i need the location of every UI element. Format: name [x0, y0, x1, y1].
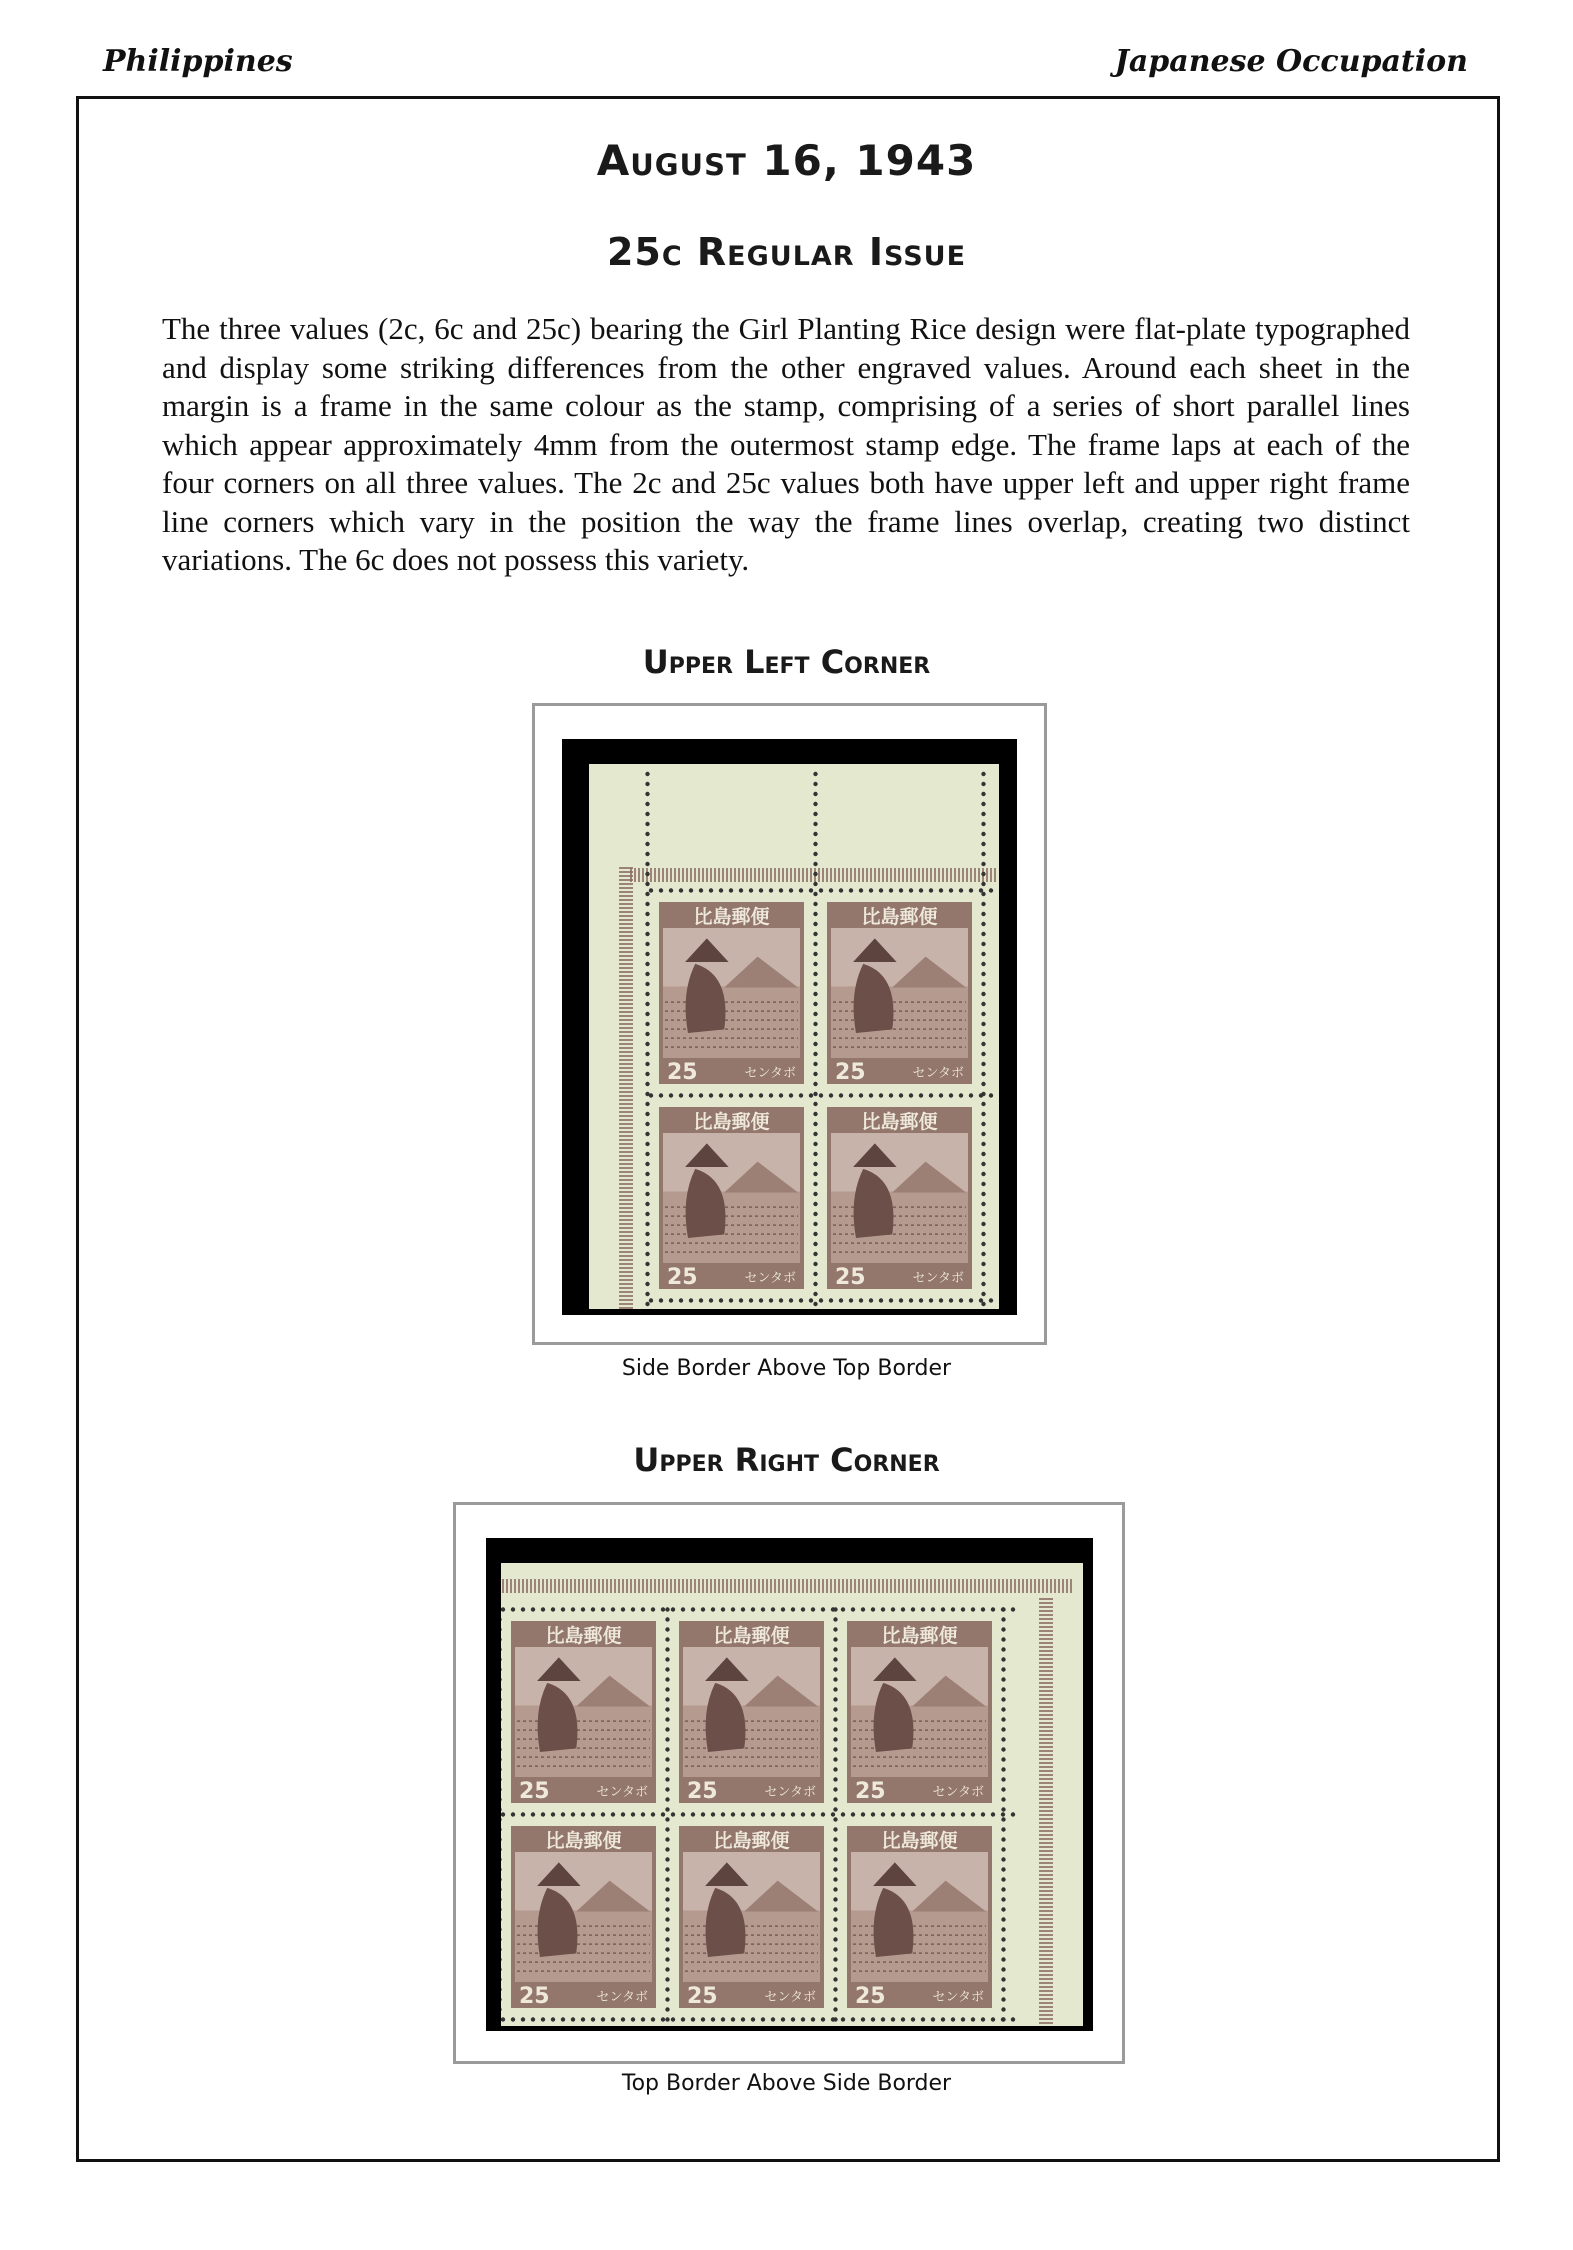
stamp-denomination: 25 — [687, 1779, 718, 1804]
stamp-mount-upper-right — [453, 1502, 1125, 2064]
stamp-denomination: 25 — [519, 1984, 550, 2009]
stamp-denomination: 25 — [667, 1060, 698, 1085]
stamp-denomination: 25 — [519, 1779, 550, 1804]
stamp — [659, 902, 804, 1085]
stamp — [679, 1826, 824, 2009]
stamp-inscription: 比島郵便 — [713, 1830, 790, 1852]
description-paragraph: The three values (2c, 6c and 25c) bearing the Girl Planting Rice design were flat-plate typographed and display some striking differences from the other engraved values. Around each sheet in the margin is a frame in the same colour as the stamp, comprising of a series of short parallel lines which appear approximately 4mm from the outermost stamp edge. The frame laps at each of the four corners on all three values. The 2c and 25c values both have upper left and upper right frame line corners which vary in the position the way the frame lines overlap, creating two distinct variations. The 6c does not possess this variety. — [162, 311, 1410, 577]
stamp-currency: センタボ — [912, 1066, 964, 1081]
stamp-inscription: 比島郵便 — [881, 1625, 958, 1647]
stamp — [847, 1826, 992, 2009]
stamp-inscription: 比島郵便 — [713, 1625, 790, 1647]
section-heading-upper-left: Upper Left Corner — [642, 643, 931, 681]
stamp-inscription: 比島郵便 — [861, 906, 938, 928]
stamp — [511, 1621, 656, 1804]
stamp-denomination: 25 — [667, 1265, 698, 1290]
side-frame-border — [1039, 1599, 1053, 2023]
stamp — [827, 902, 972, 1085]
stamp-currency: センタボ — [596, 1785, 648, 1800]
page-title: August 16, 1943 — [596, 136, 977, 185]
page-subtitle: 25c Regular Issue — [606, 230, 967, 274]
stamp-mount-upper-left — [532, 703, 1047, 1345]
stamp-currency: センタボ — [596, 1990, 648, 2005]
stamp-currency: センタボ — [744, 1271, 796, 1286]
stamp — [511, 1826, 656, 2009]
caption-upper-left: Side Border Above Top Border — [621, 1356, 952, 1381]
stamp-inscription: 比島郵便 — [693, 1111, 770, 1133]
stamp-denomination: 25 — [855, 1984, 886, 2009]
stamp-currency: センタボ — [932, 1785, 984, 1800]
stamp-block-upper-left — [589, 764, 999, 1309]
stamp — [847, 1621, 992, 1804]
stamp-block-upper-right — [501, 1563, 1083, 2026]
stamp-inscription: 比島郵便 — [881, 1830, 958, 1852]
stamp-denomination: 25 — [835, 1265, 866, 1290]
stamp-currency: センタボ — [744, 1066, 796, 1081]
stamp — [679, 1621, 824, 1804]
stamp — [827, 1107, 972, 1290]
section-heading-upper-right: Upper Right Corner — [633, 1441, 940, 1479]
stamp-denomination: 25 — [835, 1060, 866, 1085]
stamp-denomination: 25 — [855, 1779, 886, 1804]
stamp-currency: センタボ — [764, 1990, 816, 2005]
stamp-currency: センタボ — [764, 1785, 816, 1800]
stamp — [659, 1107, 804, 1290]
stamp-currency: センタボ — [932, 1990, 984, 2005]
stamp-inscription: 比島郵便 — [545, 1625, 622, 1647]
header-topic: Japanese Occupation — [1114, 44, 1468, 79]
caption-upper-right: Top Border Above Side Border — [621, 2071, 952, 2096]
stamp-inscription: 比島郵便 — [861, 1111, 938, 1133]
header-country: Philippines — [103, 44, 293, 79]
stamp-inscription: 比島郵便 — [693, 906, 770, 928]
stamp-inscription: 比島郵便 — [545, 1830, 622, 1852]
stamp-denomination: 25 — [687, 1984, 718, 2009]
stamp-currency: センタボ — [912, 1271, 964, 1286]
